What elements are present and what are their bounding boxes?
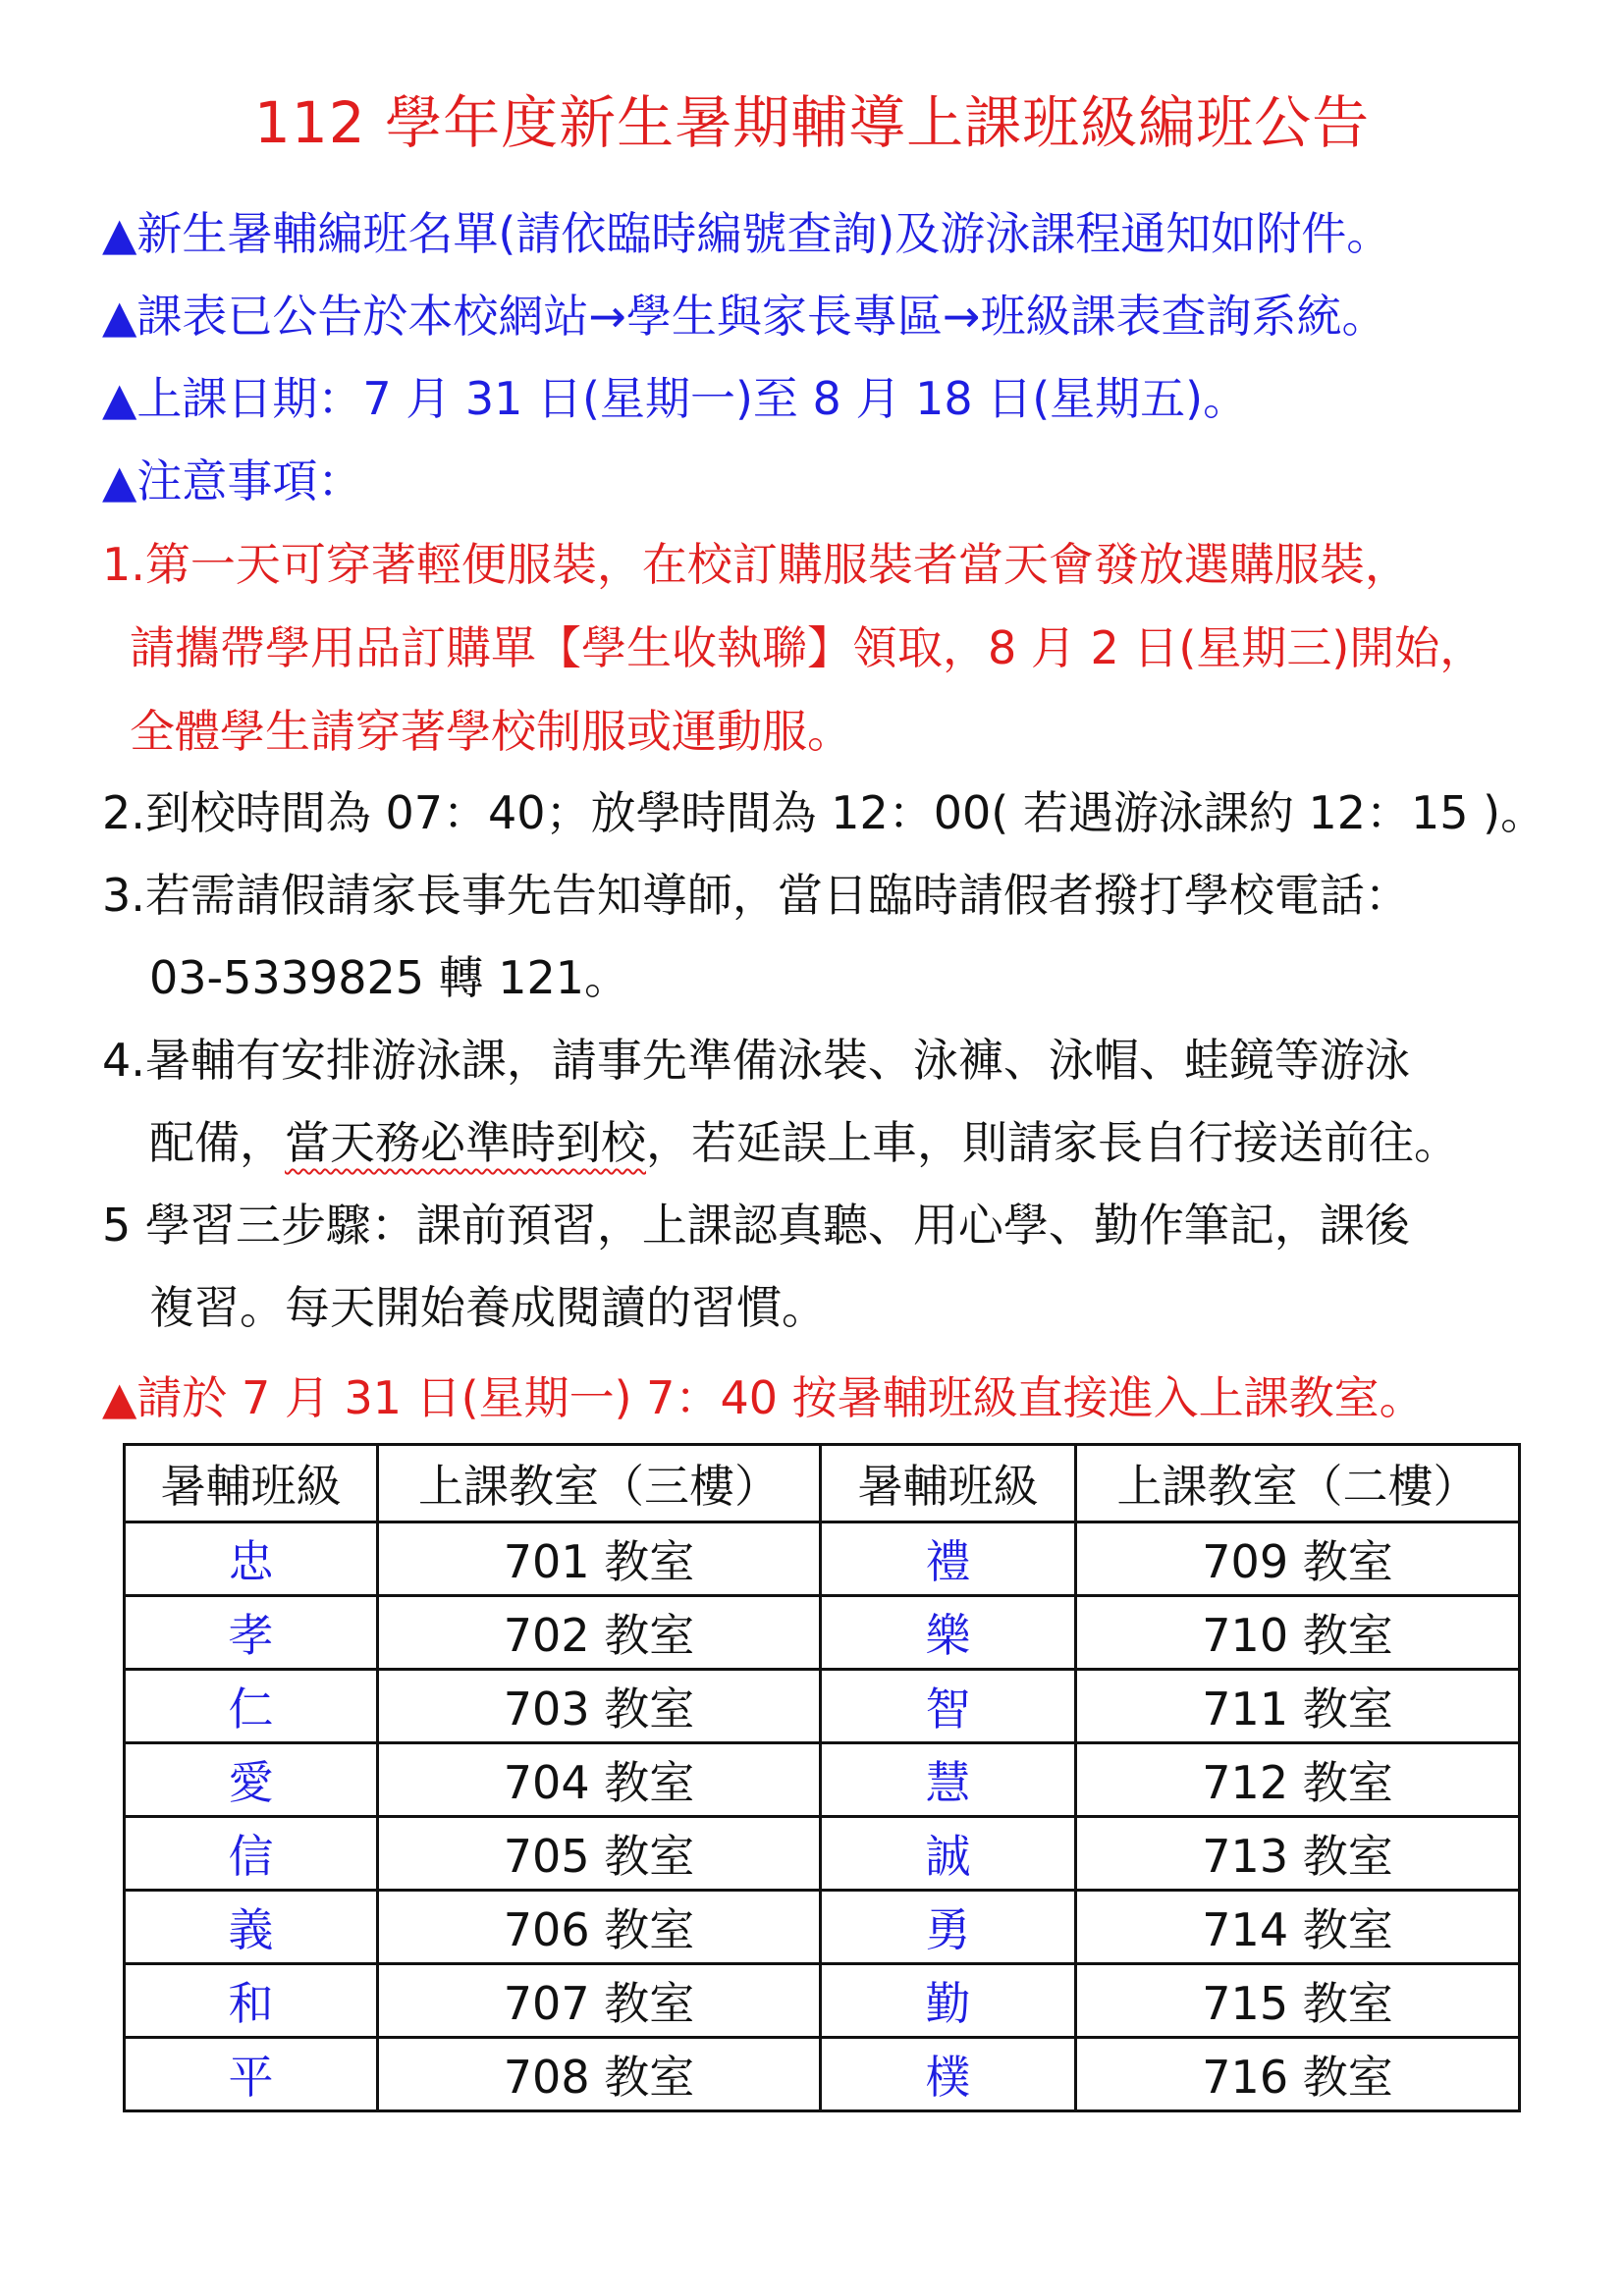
classroom: 712 教室	[1076, 1743, 1520, 1817]
item4-line2-start: 配備，	[149, 1116, 285, 1169]
header-class-3f: 暑輔班級	[125, 1445, 378, 1522]
notice-attachment: ▲新生暑輔編班名單(請依臨時編號查詢)及游泳課程通知如附件。	[102, 207, 1392, 260]
table-row	[125, 1743, 1520, 1817]
classroom: 709 教室	[1076, 1522, 1520, 1596]
class-name: 樂	[821, 1596, 1076, 1670]
item1-line1: 1.第一天可穿著輕便服裝，在校訂購服裝者當天會發放選購服裝，	[102, 538, 1410, 591]
header-room-2f: 上課教室（二樓）	[1076, 1445, 1520, 1522]
classroom: 711 教室	[1076, 1670, 1520, 1743]
classroom: 714 教室	[1076, 1891, 1520, 1964]
notice-class-dates: ▲上課日期：7 月 31 日(星期一)至 8 月 18 日(星期五)。	[102, 372, 1249, 425]
table-row	[125, 1522, 1520, 1596]
classroom: 706 教室	[378, 1891, 821, 1964]
classroom: 707 教室	[378, 1964, 821, 2038]
item2-line1: 2.到校時間為 07：40；放學時間為 12：00( 若遇游泳課約 12：15 )。	[102, 786, 1546, 839]
item1-line2: 請攜帶學用品訂購單【學生收執聯】領取，8 月 2 日(星期三)開始，	[130, 621, 1486, 674]
class-name: 智	[821, 1670, 1076, 1743]
notice-schedule-website: ▲課表已公告於本校網站→學生與家長專區→班級課表查詢系統。	[102, 290, 1387, 343]
class-name: 愛	[125, 1743, 378, 1817]
classroom: 701 教室	[378, 1522, 821, 1596]
header-room-3f: 上課教室（三樓）	[378, 1445, 821, 1522]
classroom: 708 教室	[378, 2038, 821, 2111]
classroom: 703 教室	[378, 1670, 821, 1743]
class-name: 平	[125, 2038, 378, 2111]
reminder-line: ▲請於 7 月 31 日(星期一) 7：40 按暑輔班級直接進入上課教室。	[102, 1371, 1425, 1424]
classroom: 702 教室	[378, 1596, 821, 1670]
classroom: 716 教室	[1076, 2038, 1520, 2111]
table-row	[125, 1670, 1520, 1743]
class-name: 和	[125, 1964, 378, 2038]
item4-line2-end: ，若延誤上車，則請家長自行接送前往。	[646, 1116, 1459, 1169]
page-title: 112 學年度新生暑期輔導上課班級編班公告	[253, 89, 1371, 156]
classroom-table	[123, 1443, 1521, 2112]
table-row	[125, 2038, 1520, 2111]
item5-line2: 複習。每天開始養成閱讀的習慣。	[149, 1281, 827, 1334]
item1-line3: 全體學生請穿著學校制服或運動服。	[130, 705, 852, 758]
table-header-row	[125, 1445, 1520, 1522]
header-class-2f: 暑輔班級	[821, 1445, 1076, 1522]
class-name: 信	[125, 1817, 378, 1891]
classroom: 713 教室	[1076, 1817, 1520, 1891]
class-name: 誠	[821, 1817, 1076, 1891]
item3-line2: 03-5339825 轉 121。	[149, 951, 630, 1004]
class-name: 忠	[125, 1522, 378, 1596]
item4-emphasis: 當天務必準時到校	[285, 1116, 646, 1169]
table-row	[125, 1891, 1520, 1964]
notice-heading: ▲注意事項：	[102, 454, 363, 507]
classroom: 710 教室	[1076, 1596, 1520, 1670]
class-name: 孝	[125, 1596, 378, 1670]
class-name: 勤	[821, 1964, 1076, 2038]
class-name: 仁	[125, 1670, 378, 1743]
class-name: 樸	[821, 2038, 1076, 2111]
table-row	[125, 1817, 1520, 1891]
classroom: 705 教室	[378, 1817, 821, 1891]
class-name: 慧	[821, 1743, 1076, 1817]
classroom: 704 教室	[378, 1743, 821, 1817]
table-row	[125, 1964, 1520, 2038]
table-row	[125, 1596, 1520, 1670]
classroom: 715 教室	[1076, 1964, 1520, 2038]
item4-line1: 4.暑輔有安排游泳課，請事先準備泳裝、泳褲、泳帽、蛙鏡等游泳	[102, 1034, 1410, 1087]
item4-line2	[149, 1113, 1459, 1172]
class-name: 禮	[821, 1522, 1076, 1596]
class-name: 勇	[821, 1891, 1076, 1964]
item5-line1: 5 學習三步驟：課前預習，上課認真聽、用心學、勤作筆記，課後	[102, 1199, 1410, 1252]
item3-line1: 3.若需請假請家長事先告知導師，當日臨時請假者撥打學校電話：	[102, 869, 1410, 922]
class-name: 義	[125, 1891, 378, 1964]
